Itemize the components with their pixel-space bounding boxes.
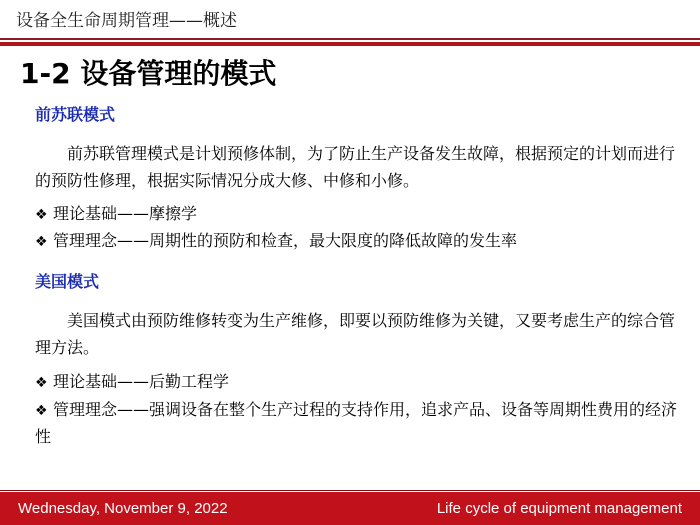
footer-course-name: Life cycle of equipment management	[436, 500, 682, 517]
bullet-item	[35, 201, 687, 228]
header-divider-thick	[0, 42, 700, 46]
diamond-bullet-icon: ❖	[35, 403, 48, 419]
bullet-text: 理论基础——后勤工程学	[53, 372, 230, 391]
section-heading-soviet: 前苏联模式	[35, 105, 116, 124]
diamond-bullet-icon: ❖	[35, 207, 48, 223]
footer-date: Wednesday, November 9, 2022	[18, 500, 228, 517]
section-heading-us: 美国模式	[35, 272, 100, 291]
bullet-text: 管理理念——强调设备在整个生产过程的支持作用，追求产品、设备等周期性费用的经济性	[35, 400, 678, 446]
section-paragraph-soviet: 前苏联管理模式是计划预修体制，为了防止生产设备发生故障，根据预定的计划而进行的预防性修理，根据实际情况分成大修、中修和小修。	[35, 144, 676, 190]
bullet-text: 理论基础——摩擦学	[53, 204, 198, 223]
diamond-bullet-icon: ❖	[35, 375, 48, 391]
footer-divider	[0, 490, 700, 491]
diamond-bullet-icon: ❖	[35, 234, 48, 250]
header-title: 设备全生命周期管理——概述	[16, 11, 237, 31]
slide-title: 1-2 设备管理的模式	[20, 57, 277, 90]
header-divider-thin	[0, 38, 700, 40]
bullet-text: 管理理念——周期性的预防和检查，最大限度的降低故障的发生率	[53, 231, 518, 250]
bullet-item	[35, 397, 687, 450]
bullet-item	[35, 369, 687, 396]
bullet-item	[35, 228, 687, 255]
section-paragraph-us: 美国模式由预防维修转变为生产维修，即要以预防维修为关键，又要考虑生产的综合管理方法。	[35, 311, 676, 357]
